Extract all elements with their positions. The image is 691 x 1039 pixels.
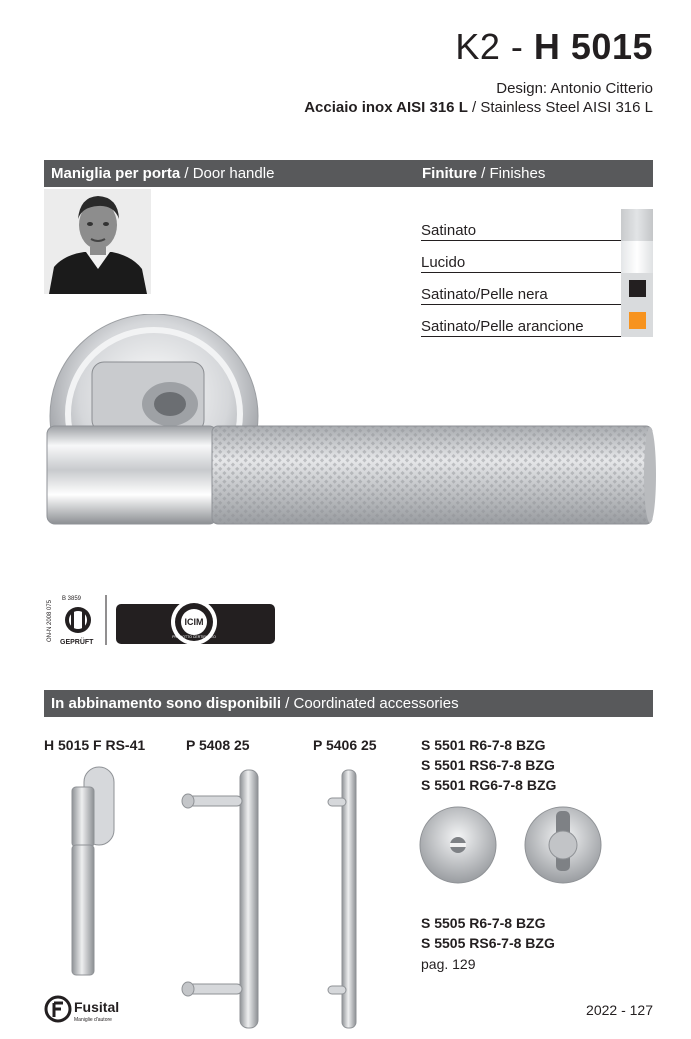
pull-handle-double-image [178,768,268,1033]
certification-logos [42,590,277,650]
finish-row-satinato [421,209,653,241]
door-handle-image [42,314,662,539]
door-handle-label-it: Maniglia per porta [51,165,181,182]
page-reference: pag. 129 [421,956,476,972]
accessory-code-pull-handle-2: P 5406 25 [313,737,377,753]
accessory-code-rose-5: S 5505 RS6-7-8 BZG [421,935,555,951]
accessory-code-pull-handle-1: P 5408 25 [186,737,250,753]
din-norm-text: ON-N 2008 075 [47,599,53,642]
fusital-logo [44,995,134,1025]
icim-sub-text: PRODOTTO CERTIFICATO [172,635,216,639]
model-code: H 5015 [533,26,653,67]
icim-text: ICIM [184,617,204,627]
finishes-label-en: / Finishes [477,165,546,182]
section-bar-door-handle [44,160,653,187]
finish-swatch-satinato [621,209,653,241]
window-handle-image [60,765,120,980]
finish-label: Satinato/Pelle nera [421,286,548,303]
accessory-code-rose-2: S 5501 RS6-7-8 BZG [421,757,555,773]
din-label-text: GEPRÜFT [60,639,94,646]
material-sep: / [467,99,481,116]
designer-line: Design: Antonio Citterio [496,80,653,97]
finish-swatch-lucido [621,241,653,273]
material-it: Acciaio inox AISI 316 L [304,99,468,116]
finish-swatch-pelle-nera [621,273,653,305]
din-code-text: B 3859 [62,596,82,602]
accessory-code-rose-1: S 5501 R6-7-8 BZG [421,737,546,753]
pull-handle-single-image [318,768,368,1033]
model-title [455,26,653,68]
model-prefix: K2 - [455,26,534,67]
brand-name: Fusital [74,999,120,1015]
material-en: Stainless Steel AISI 316 L [480,99,653,116]
designer-portrait [44,189,151,294]
section-bar-accessories [44,690,653,717]
page-number: 2022 - 127 [586,1002,653,1018]
accessory-code-rose-4: S 5505 R6-7-8 BZG [421,915,546,931]
accessories-label-it: In abbinamento sono disponibili [51,695,281,712]
finish-label: Satinato [421,222,477,239]
finish-label: Satinato/Pelle arancione [421,318,584,335]
door-handle-label-en: / Door handle [180,165,275,182]
material-line [304,99,653,116]
privacy-rose-image [418,803,618,888]
finish-row-pelle-nera [421,273,653,305]
accessory-code-window-handle: H 5015 F RS-41 [44,737,146,753]
finishes-label-it: Finiture [422,165,477,182]
finishes-heading [422,160,545,187]
finish-row-lucido [421,241,653,273]
accessory-code-rose-3: S 5501 RG6-7-8 BZG [421,777,557,793]
finish-label: Lucido [421,254,466,271]
brand-tagline: Maniglie d'autore [74,1017,112,1023]
accessories-label-en: / Coordinated accessories [281,695,459,712]
